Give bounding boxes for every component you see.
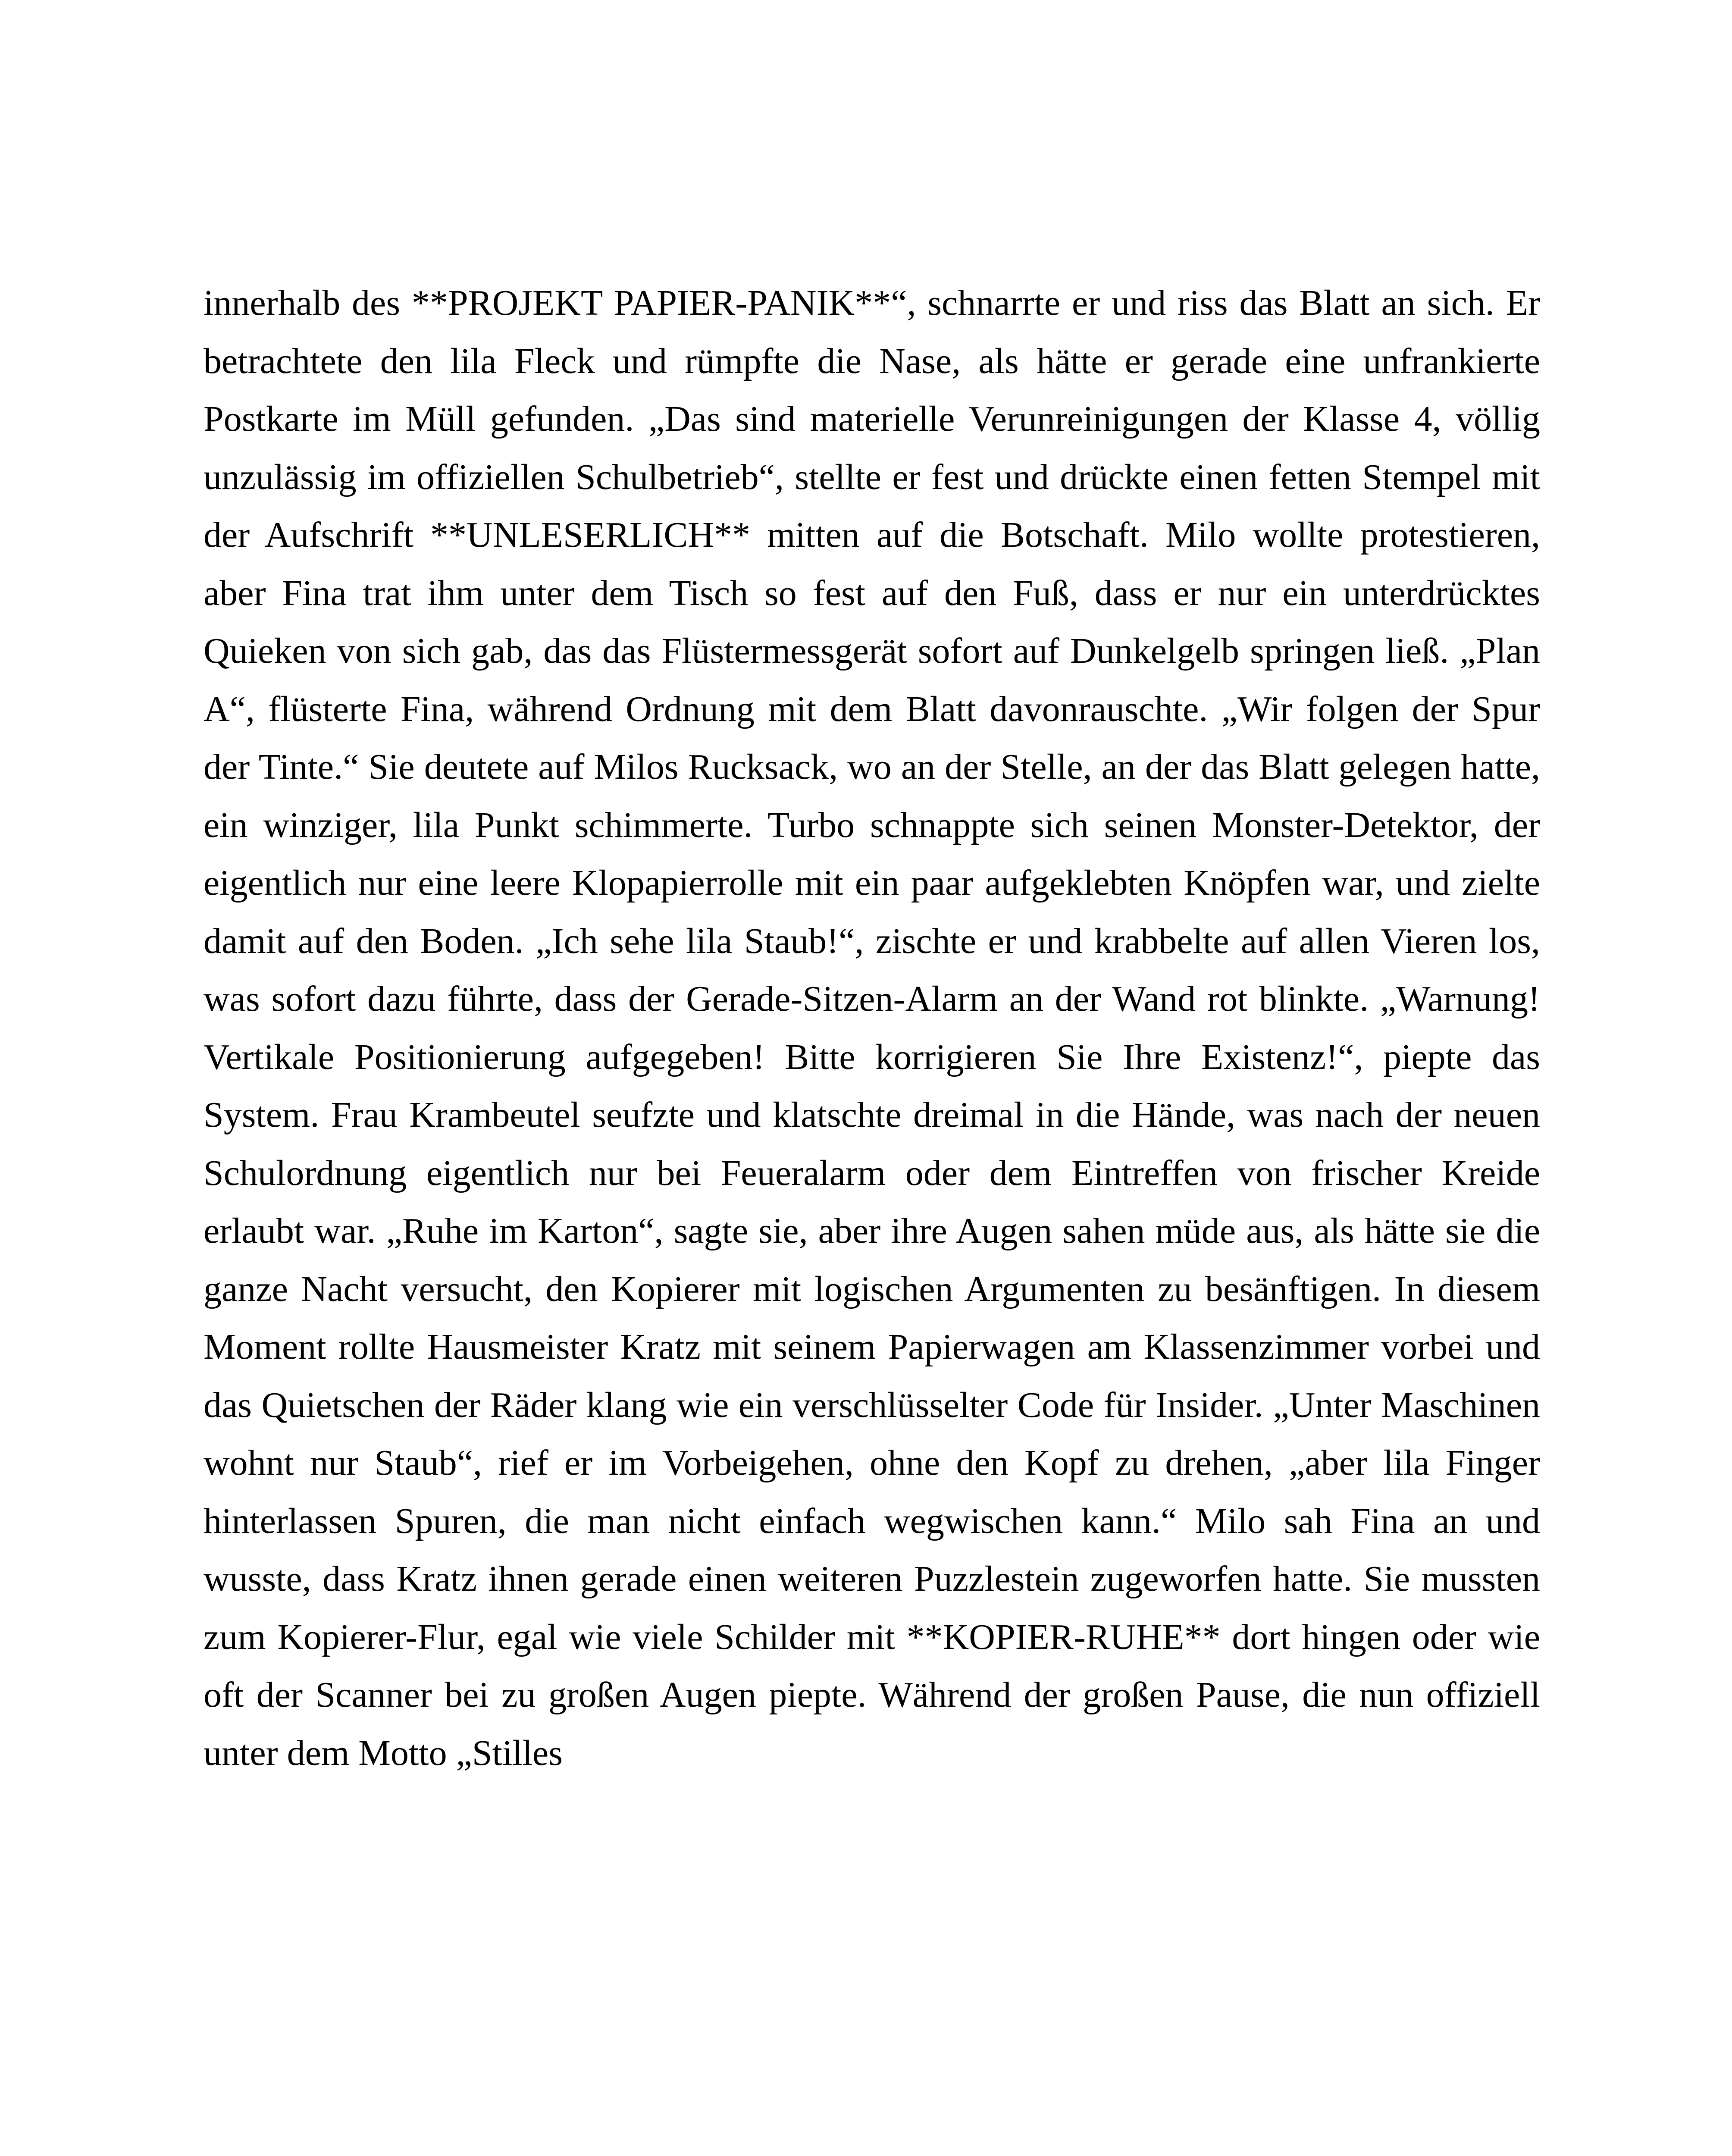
body-paragraph: innerhalb des **PROJEKT PAPIER-PANIK**“, schnarrte er und riss das Blatt an sich. Er betrachtete den lila Fleck und rümpfte die Nase, als hätte er gerade eine unfrankierte Postkarte im Müll gefunden. „Das sind materielle Verunreinigungen der Klasse 4, völlig unzulässig im offiziellen Schulbetrieb“, stellte er fest und drückte einen fetten Stempel mit der Aufschrift **UNLESERLICH** mitten auf die Botschaft. Milo wollte protestieren, aber Fina trat ihm unter dem Tisch so fest auf den Fuß, dass er nur ein unterdrücktes Quieken von sich gab, das das Flüstermessgerät sofort auf Dunkelgelb springen ließ. „Plan A“, flüsterte Fina, während Ordnung mit dem Blatt davonrauschte. „Wir folgen der Spur der Tinte.“ Sie deutete auf Milos Rucksack, wo an der Stelle, an der das Blatt gelegen hatte, ein winziger, lila Punkt schimmerte. Turbo schnappte sich seinen Monster-Detektor, der eigentlich nur eine leere Klopapierrolle mit ein paar aufgeklebten Knöpfen war, und zielte damit auf den Boden. „Ich sehe lila Staub!“, zischte er und krabbelte auf allen Vieren los, was sofort dazu führte, dass der Gerade-Sitzen-Alarm an der Wand rot blinkte. „Warnung! Vertikale Positionierung aufgegeben! Bitte korrigieren Sie Ihre Existenz!“, piepte das System. Frau Krambeutel seufzte und klatschte dreimal in die Hände, was nach der neuen Schulordnung eigentlich nur bei Feueralarm oder dem Eintreffen von frischer Kreide erlaubt war. „Ruhe im Karton“, sagte sie, aber ihre Augen sahen müde aus, als hätte sie die ganze Nacht versucht, den Kopierer mit logischen Argumenten zu besänftigen. In diesem Moment rollte Hausmeister Kratz mit seinem Papierwagen am Klassenzimmer vorbei und das Quietschen der Räder klang wie ein verschlüsselter Code für Insider. „Unter Maschinen wohnt nur Staub“, rief er im Vorbeigehen, ohne den Kopf zu drehen, „aber lila Finger hinterlassen Spuren, die man nicht einfach wegwischen kann.“ Milo sah Fina an und wusste, dass Kratz ihnen gerade einen weiteren Puzzlestein zugeworfen hatte. Sie mussten zum Kopierer-Flur, egal wie viele Schilder mit **KOPIER-RUHE** dort hingen oder wie oft der Scanner bei zu großen Augen piepte. Während der großen Pause, die nun offiziell unter dem Motto „Stilles — [204, 283, 1540, 1773]
